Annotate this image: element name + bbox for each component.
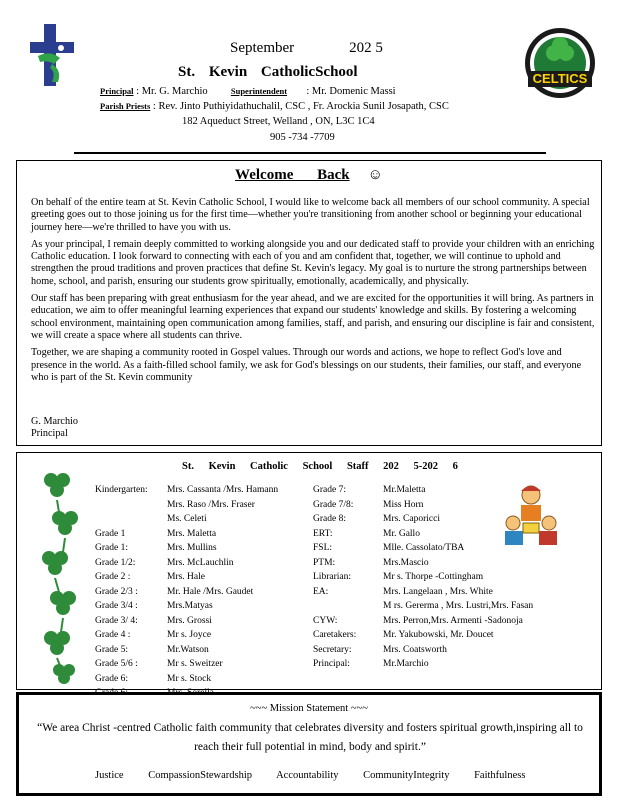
staff-name: Ms. Celeti: [167, 514, 207, 524]
welcome-heading: [17, 167, 601, 184]
year: 202 5: [349, 40, 383, 56]
staff-role: Principal:: [313, 659, 350, 669]
staff-name: Mrs. Caporicci: [383, 514, 440, 524]
value-item: CompassionStewardship: [148, 770, 253, 781]
staff-role: Grade 7/8:: [313, 499, 354, 510]
staff-role: Kindergarten:: [95, 485, 148, 495]
staff-name: Mrs. Cassanta /Mrs. Hamann: [167, 485, 279, 495]
staff-role: ERT:: [313, 528, 333, 539]
celtics-logo-text: CELTICS: [532, 71, 588, 86]
staff-name: Mrs. Hale: [167, 572, 205, 582]
staff-name: Mlle. Cassolato/TBA: [383, 543, 465, 553]
letter-paragraph: Together, we are shaping a community rooted in Gospel values. Through our words and actions, we hope to reflect God's love and presence in the world. As a faith-filled school family, we ask for God's blessings on our students, their families, our staff, and everyone who is part of the St. Kevin community: [31, 347, 582, 383]
header-divider: [74, 152, 546, 154]
value-item: Accountability: [276, 770, 339, 781]
staff-role: Grade 1: [95, 528, 126, 539]
staff-role: Grade 1:: [95, 543, 128, 553]
staff-role: Grade 2 :: [95, 572, 131, 582]
staff-name: Mrs. Mullins: [167, 543, 217, 553]
cross-dove-logo: [30, 24, 74, 86]
superintendent-name: : Mr. Domenic Massi: [306, 86, 396, 97]
letter-paragraph: On behalf of the entire team at St. Kevin Catholic School, I would like to welcome back all members of our school community. A special greeting goes out to those joining us for the first time—whether you're transitioning from another school or beginning your educational journey here—we're thrilled to have you with us.: [31, 197, 590, 233]
staff-name: Mrs. Grossi: [167, 615, 212, 626]
parish-priests-line: [100, 101, 520, 112]
staff-role: Grade 2/3 :: [95, 586, 138, 597]
staff-role: FSL:: [313, 543, 333, 553]
staff-name: Mr. Hale /Mrs. Gaudet: [167, 586, 254, 597]
signature-name: G. Marchio: [31, 416, 78, 427]
welcome-letter-box: [16, 160, 602, 446]
staff-name: Mrs. Raso /Mrs. Fraser: [167, 499, 255, 510]
staff-name: Mr. Gallo: [383, 528, 420, 539]
principal-label: Principal: [100, 86, 134, 96]
staff-name: Mrs. Langelaan , Mrs. White: [383, 586, 493, 597]
value-item: CommunityIntegrity: [363, 770, 450, 781]
staff-role: Librarian:: [313, 572, 351, 582]
staff-role: Grade 3/4 :: [95, 601, 138, 611]
staff-name: Miss Horn: [383, 499, 424, 510]
staff-name: Mr s. Thorpe -Cottingham: [383, 572, 484, 582]
staff-list-title: St. Kevin Catholic School Staff 202 5-202 6: [182, 461, 458, 472]
principal-name: : Mr. G. Marchio: [136, 86, 208, 97]
staff-name: Mr.Maletta: [383, 485, 426, 495]
staff-role: Grade 5:: [95, 644, 128, 655]
staff-name: M rs. Gererma , Mrs. Lustri,Mrs. Fasan: [383, 601, 534, 611]
children-reading-icon: [501, 483, 561, 547]
staff-role: CYW:: [313, 615, 338, 626]
school-values: [95, 770, 547, 781]
staff-role: Caretakers:: [313, 630, 357, 640]
newsletter-date: [230, 40, 390, 57]
staff-list-box: [16, 452, 602, 698]
staff-name: Mrs.Matyas: [167, 601, 213, 611]
staff-name: Mrs. Sorella: [167, 688, 214, 698]
value-item: Justice: [95, 770, 124, 781]
staff-name: Mr.Watson: [167, 644, 209, 655]
signature-title: Principal: [31, 428, 68, 440]
letter-paragraph: As your principal, I remain deeply committed to working alongside you and our dedicated staff to provide your children with an enriching Catholic education. I look forward to connecting with each of you and am confident that, together, we will continue to uphold and strengthen the proud traditions and proven practices that define St. Kevin's legacy. My goal is to nurture the strong partnerships between home, school, and parish, ensuring our students grow spiritually, emotionally, academically, and physically.: [31, 238, 595, 287]
smiley-icon: ☺: [367, 167, 383, 183]
superintendent-label: Superintendent: [230, 86, 288, 96]
staff-role: Grade 5/6 :: [95, 659, 138, 669]
letter-paragraph: Our staff has been preparing with great enthusiasm for the year ahead, and we are excited for the opportunities it will bring. As partners in education, we aim to offer meaningful learning experiences that expand our students' knowledge and skills. By fostering a welcoming school environment, maintaining open communication among families, staff, and parish, and ensuring our discipline is fair and consistent, we will create a space where all students can thrive.: [31, 293, 595, 341]
staff-role: Grade 8:: [313, 514, 346, 524]
staff-name: Mr.Marchio: [383, 659, 429, 669]
celtics-school-logo: [524, 25, 596, 101]
staff-role: Grade 6:: [95, 688, 128, 698]
staff-name: Mrs. Perron,Mrs. Armenti -Sadonoja: [383, 615, 523, 626]
letter-signoff: [31, 416, 78, 441]
value-item: Faithfulness: [474, 770, 526, 781]
staff-role: PTM:: [313, 557, 336, 568]
principal-superintendent-line: [100, 86, 520, 97]
staff-role: Grade 6:: [95, 673, 128, 684]
staff-role: Secretary:: [313, 644, 352, 655]
staff-name: Mr. Yakubowski, Mr. Doucet: [383, 630, 494, 640]
month: September: [230, 40, 295, 56]
school-name: St. Kevin CatholicSchool: [178, 64, 358, 80]
staff-name: Mr s. Joyce: [167, 630, 212, 640]
school-phone: 905 -734 -7709: [270, 132, 335, 143]
mission-statement-box: [16, 692, 602, 796]
mission-title: ~~~ Mission Statement ~~~: [250, 703, 368, 714]
staff-role: Grade 3/ 4:: [95, 615, 138, 626]
shamrock-icon: [35, 468, 79, 688]
staff-role: Grade 4 :: [95, 630, 131, 640]
staff-name: Mrs.Mascio: [383, 557, 429, 568]
staff-role: Grade 1/2:: [95, 557, 136, 568]
welcome-letter-body: [31, 197, 597, 389]
staff-name: Mr s. Sweitzer: [167, 659, 223, 669]
staff-name: Mrs. Maletta: [167, 528, 217, 539]
staff-name: Mrs. McLauchlin: [167, 557, 234, 568]
staff-name: Mr s. Stock: [167, 673, 212, 684]
staff-role: Grade 7:: [313, 485, 346, 495]
staff-name: Mrs. Coatsworth: [383, 644, 447, 655]
welcome-title: Welcome Back: [235, 167, 350, 183]
staff-role: EA:: [313, 586, 329, 597]
parish-priests-label: Parish Priests: [100, 101, 151, 111]
school-address: 182 Aqueduct Street, Welland , ON, L3C 1C4: [182, 116, 375, 127]
mission-text: “We area Christ -centred Catholic faith community that celebrates diversity and fosters spiritual growth,inspiring all to reach their full potential in mind, body and spirit.”: [37, 722, 583, 753]
parish-priests-names: : Rev. Jinto Puthiyidathuchalil, CSC , Fr. Arockia Sunil Josapath, CSC: [152, 101, 449, 112]
